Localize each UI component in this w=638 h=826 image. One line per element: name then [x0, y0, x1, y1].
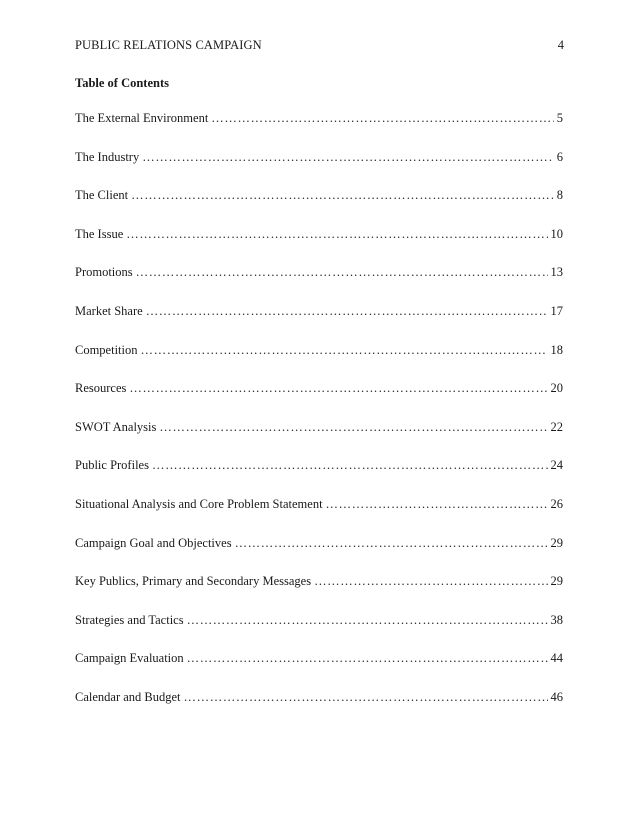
running-head: PUBLIC RELATIONS CAMPAIGN [75, 38, 262, 52]
toc-entry [75, 458, 563, 497]
toc-entry-title: Key Publics, Primary and Secondary Messages [75, 574, 312, 589]
toc-title: Table of Contents [75, 76, 169, 90]
toc-dot-leader [126, 227, 547, 242]
toc-entry [75, 227, 563, 266]
toc-entry-title: Promotions [75, 265, 133, 280]
toc-entry-page: 26 [550, 496, 563, 511]
toc-entry-page: 10 [550, 226, 563, 241]
toc-entry [75, 690, 563, 729]
toc-entry-title: Calendar and Budget [75, 689, 181, 704]
toc-entry-page: 5 [556, 111, 563, 125]
toc-entry-title: Resources [75, 381, 127, 396]
toc-list [75, 111, 563, 729]
toc-dot-leader [131, 188, 554, 203]
toc-dot-leader [187, 651, 548, 666]
toc-entry [75, 651, 563, 690]
toc-entry [75, 574, 563, 613]
toc-dot-leader [235, 536, 548, 551]
toc-entry-page: 46 [550, 689, 563, 704]
toc-dot-leader [146, 304, 548, 319]
page-number: 4 [557, 38, 564, 52]
toc-entry-title: Situational Analysis and Core Problem Statement [75, 496, 323, 511]
toc-entry [75, 150, 563, 189]
toc-entry [75, 111, 563, 150]
toc-entry-title: The Issue [75, 226, 124, 241]
toc-entry-title: The Client [75, 188, 129, 203]
toc-entry-page: 13 [550, 265, 563, 280]
toc-entry-title: The Industry [75, 149, 140, 164]
toc-dot-leader [141, 343, 548, 358]
toc-dot-leader [326, 497, 548, 512]
toc-dot-leader [152, 458, 548, 473]
toc-entry-page: 20 [550, 381, 563, 396]
toc-entry-page: 29 [550, 574, 563, 589]
toc-entry-page: 29 [550, 535, 563, 550]
toc-dot-leader [142, 150, 554, 165]
toc-entry [75, 497, 563, 536]
toc-entry-page: 8 [556, 188, 563, 203]
toc-entry-page: 44 [550, 651, 563, 666]
toc-entry [75, 265, 563, 304]
toc-entry-page: 22 [550, 419, 563, 434]
toc-dot-leader [211, 111, 553, 126]
toc-dot-leader [129, 381, 547, 396]
toc-entry-title: Campaign Goal and Objectives [75, 535, 232, 550]
toc-entry [75, 381, 563, 420]
toc-entry-title: Market Share [75, 303, 143, 318]
toc-entry-page: 17 [550, 303, 563, 318]
toc-entry [75, 613, 563, 652]
toc-entry [75, 304, 563, 343]
toc-entry [75, 420, 563, 459]
toc-entry [75, 343, 563, 382]
toc-dot-leader [314, 574, 547, 589]
toc-entry-title: Strategies and Tactics [75, 612, 184, 627]
toc-dot-leader [136, 265, 548, 280]
toc-entry [75, 536, 563, 575]
toc-entry-page: 38 [550, 612, 563, 627]
toc-entry-title: Campaign Evaluation [75, 651, 184, 666]
toc-dot-leader [159, 420, 547, 435]
toc-entry-page: 6 [556, 149, 563, 164]
toc-dot-leader [187, 613, 548, 628]
toc-entry-page: 18 [550, 342, 563, 357]
toc-entry-title: SWOT Analysis [75, 419, 157, 434]
toc-entry [75, 188, 563, 227]
toc-entry-title: Public Profiles [75, 458, 149, 473]
toc-dot-leader [184, 690, 548, 705]
toc-entry-title: Competition [75, 342, 138, 357]
toc-entry-title: The External Environment [75, 111, 209, 125]
toc-entry-page: 24 [550, 458, 563, 473]
